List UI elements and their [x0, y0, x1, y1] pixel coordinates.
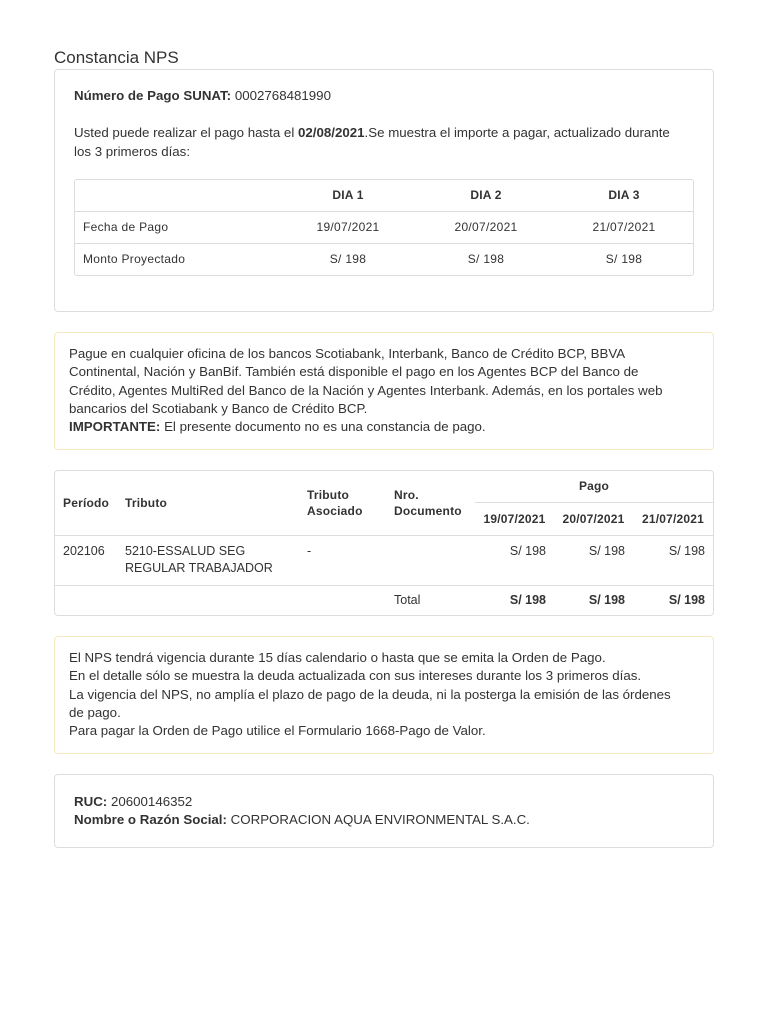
ruc-value: 20600146352 [110, 794, 193, 809]
projected-amount-table [74, 179, 694, 276]
deadline-notice-line [74, 123, 670, 142]
total-amount-date-3 [633, 585, 713, 615]
schedule-date-day-3: 21/07/2021 [555, 211, 693, 243]
schedule-header-row [75, 180, 693, 211]
deadline-notice-line-2: los 3 primeros días: [74, 144, 191, 159]
schedule-header-day-2: DIA 2 [417, 180, 555, 211]
deadline-notice-prefix: Usted puede realizar el pago hasta el [74, 125, 298, 140]
total-amount-date-2 [554, 585, 633, 615]
total-row [55, 585, 713, 615]
validity-notice-card [54, 636, 714, 754]
schedule-amount-day-1: S/ 198 [329, 252, 367, 267]
header-payment-date-3: 21/07/2021 [633, 502, 713, 535]
banks-notice-card [54, 332, 714, 450]
page-title: Constancia NPS [54, 48, 179, 67]
schedule-date-day-2: 20/07/2021 [417, 211, 555, 243]
banks-notice-line: bancarios del Scotiabank y Banco de Crédito BCP. [69, 400, 368, 416]
taxpayer-info [74, 793, 530, 829]
due-date: 02/08/2021 [297, 125, 365, 140]
table-row [55, 535, 713, 585]
validity-notice-line: El NPS tendrá vigencia durante 15 días calendario o hasta que se emita la Orden de Pago. [69, 650, 606, 665]
cell-period: 202106 [55, 535, 117, 585]
header-tax: Tributo [117, 471, 299, 535]
important-label: IMPORTANTE: [69, 419, 161, 435]
schedule-amount-day-3: S/ 198 [605, 252, 643, 267]
banks-notice-line: Continental, Nación y BanBif. También está disponible el pago en los Agentes BCP del Banco de [69, 364, 639, 380]
detail-header-row [55, 471, 713, 502]
schedule-header-empty [75, 180, 279, 211]
cell-amount-date-3: S/ 198 [633, 535, 713, 585]
header-document-number: Nro. Documento [386, 471, 475, 535]
validity-notice-line: de pago. [69, 704, 121, 720]
payment-number [74, 87, 331, 105]
important-text: El presente documento no es una constancia de pago. [164, 419, 486, 435]
ruc-line [74, 793, 530, 811]
header-payment: Pago [475, 471, 713, 502]
tax-detail-table [55, 471, 713, 615]
total-amount-value: S/ 198 [668, 592, 706, 607]
cell-associated-tax: - [299, 535, 386, 585]
business-name-label: Nombre o Razón Social: [74, 812, 227, 827]
schedule-header-day-1: DIA 1 [279, 180, 417, 211]
cell-document-number [386, 535, 475, 585]
banks-notice-line: Crédito, Agentes MultiRed del Banco de la Nación y Agentes Interbank. Además, en los portales web [69, 382, 663, 398]
taxpayer-card [54, 774, 714, 848]
banks-notice-text [69, 345, 663, 436]
payment-number-value: 0002768481990 [234, 88, 331, 103]
total-empty-cell [117, 585, 299, 615]
validity-notice-line: La vigencia del NPS, no amplía el plazo de pago de la deuda, ni la posterga la emisión de las órdenes [69, 686, 671, 702]
header-associated-tax: Tributo Asociado [299, 471, 386, 535]
cell-tax: 5210-ESSALUD SEG REGULAR TRABAJADOR [117, 535, 299, 585]
total-amount-value: S/ 198 [588, 592, 625, 607]
banks-notice-line: Pague en cualquier oficina de los bancos Scotiabank, Interbank, Banco de Crédito BCP, BBVA [69, 346, 626, 361]
important-notice [69, 418, 663, 436]
cell-amount-date-1: S/ 198 [475, 535, 554, 585]
total-amount-value: S/ 198 [509, 592, 546, 607]
total-empty-cell [299, 585, 386, 615]
header-period: Período [55, 471, 117, 535]
deadline-notice-suffix: .Se muestra el importe a pagar, actualizado durante [364, 125, 670, 140]
schedule-amount-day-2: S/ 198 [467, 252, 505, 267]
payment-number-card [54, 69, 714, 312]
validity-notice-line: Para pagar la Orden de Pago utilice el Formulario 1668-Pago de Valor. [69, 723, 486, 739]
schedule-date-day-1: 19/07/2021 [279, 211, 417, 243]
payment-deadline-notice [74, 123, 670, 161]
schedule-row-label: Fecha de Pago [75, 211, 279, 243]
schedule-header-day-3: DIA 3 [555, 180, 693, 211]
payment-number-label: Número de Pago SUNAT: [74, 88, 232, 103]
total-empty-cell [55, 585, 117, 615]
ruc-label: RUC: [74, 794, 108, 809]
business-name-line [74, 811, 530, 829]
cell-amount-date-2: S/ 198 [554, 535, 633, 585]
total-label: Total [394, 592, 421, 607]
tax-detail-card [54, 470, 714, 616]
total-amount-date-1 [475, 585, 554, 615]
schedule-row-payment-date [75, 211, 693, 243]
schedule-row-projected-amount [75, 243, 693, 275]
business-name-value: CORPORACION AQUA ENVIRONMENTAL S.A.C. [230, 812, 530, 827]
schedule-row-label: Monto Proyectado [83, 252, 186, 267]
validity-notice-text [69, 649, 671, 740]
header-payment-date-2: 20/07/2021 [554, 502, 633, 535]
header-payment-date-1: 19/07/2021 [475, 502, 554, 535]
validity-notice-line: En el detalle sólo se muestra la deuda actualizada con sus intereses durante los 3 primeros días. [69, 668, 642, 684]
